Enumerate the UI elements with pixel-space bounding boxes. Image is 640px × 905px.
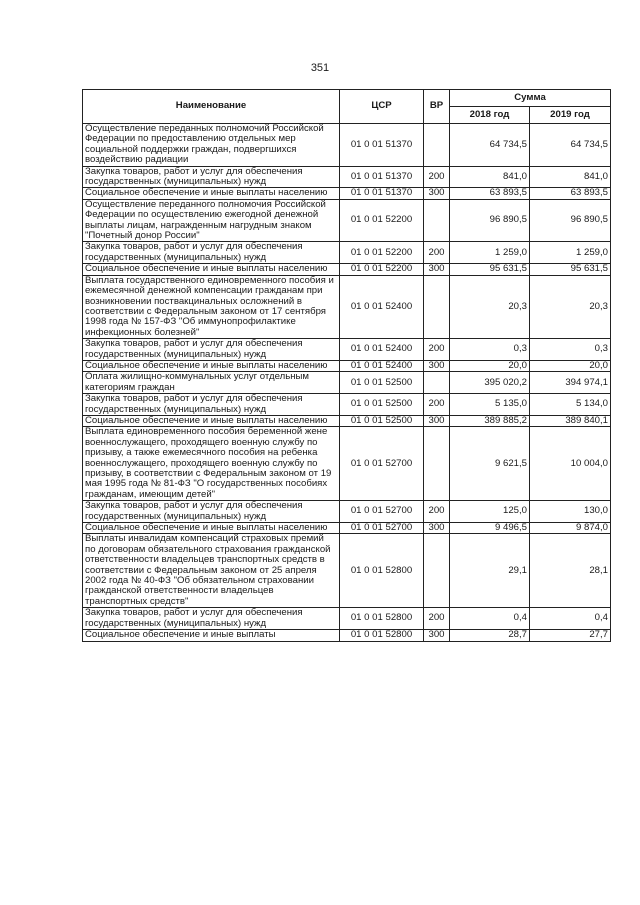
- table-row: [83, 394, 611, 416]
- row-name-cell: Выплата единовременного пособия беременной жене военнослужащего, проходящего военную службу по призыву, а также ежемесячного пособия на ребенка военнослужащего, проходящего военную службу по призыву, в соответствии с Федеральным законом от 19 мая 1995 года № 81-ФЗ "О государственных пособиях гражданам, имеющим детей": [83, 427, 340, 501]
- row-name-cell: Социальное обеспечение и иные выплаты населению: [83, 188, 340, 199]
- row-vr-cell: [424, 124, 450, 167]
- row-csr-cell: 01 0 01 52400: [340, 275, 424, 338]
- row-sum-2019-cell: 0,4: [530, 608, 611, 630]
- row-sum-2019-cell: 389 840,1: [530, 415, 611, 426]
- page-number: 351: [310, 62, 330, 74]
- row-sum-2018-cell: 9 496,5: [450, 523, 530, 534]
- table-row: [83, 199, 611, 242]
- row-vr-cell: 200: [424, 501, 450, 523]
- row-name-cell: Закупка товаров, работ и услуг для обеспечения государственных (муниципальных) нужд: [83, 339, 340, 361]
- column-header-2018: 2018 год: [450, 107, 530, 124]
- row-vr-cell: [424, 372, 450, 394]
- row-sum-2018-cell: 0,3: [450, 339, 530, 361]
- row-name-cell: Закупка товаров, работ и услуг для обеспечения государственных (муниципальных) нужд: [83, 394, 340, 416]
- row-vr-cell: 300: [424, 523, 450, 534]
- table-header: [83, 90, 611, 124]
- table-row: [83, 534, 611, 608]
- row-sum-2019-cell: 130,0: [530, 501, 611, 523]
- table-row: [83, 275, 611, 338]
- row-csr-cell: 01 0 01 52400: [340, 360, 424, 371]
- row-sum-2018-cell: 5 135,0: [450, 394, 530, 416]
- row-sum-2019-cell: 63 893,5: [530, 188, 611, 199]
- row-sum-2018-cell: 64 734,5: [450, 124, 530, 167]
- table-row: [83, 188, 611, 199]
- row-sum-2019-cell: 64 734,5: [530, 124, 611, 167]
- column-header-csr: ЦСР: [340, 90, 424, 124]
- table-row: [83, 523, 611, 534]
- row-name-cell: Социальное обеспечение и иные выплаты населению: [83, 523, 340, 534]
- row-name-cell: Закупка товаров, работ и услуг для обеспечения государственных (муниципальных) нужд: [83, 608, 340, 630]
- table-row: [83, 264, 611, 275]
- table-row: [83, 630, 611, 641]
- row-csr-cell: 01 0 01 51370: [340, 188, 424, 199]
- table-row: [83, 372, 611, 394]
- row-csr-cell: 01 0 01 52800: [340, 534, 424, 608]
- row-sum-2018-cell: 389 885,2: [450, 415, 530, 426]
- row-name-cell: Социальное обеспечение и иные выплаты населению: [83, 360, 340, 371]
- row-sum-2018-cell: 29,1: [450, 534, 530, 608]
- row-csr-cell: 01 0 01 52800: [340, 630, 424, 641]
- row-sum-2019-cell: 27,7: [530, 630, 611, 641]
- row-sum-2018-cell: 1 259,0: [450, 242, 530, 264]
- row-sum-2019-cell: 20,3: [530, 275, 611, 338]
- row-sum-2019-cell: 841,0: [530, 166, 611, 188]
- row-vr-cell: [424, 275, 450, 338]
- row-sum-2019-cell: 1 259,0: [530, 242, 611, 264]
- row-name-cell: Осуществление переданного полномочия Российской Федерации по осуществлению ежегодной денежной выплаты лицам, награжденным нагрудным знаком "Почетный донор России": [83, 199, 340, 242]
- row-csr-cell: 01 0 01 52800: [340, 608, 424, 630]
- row-name-cell: Закупка товаров, работ и услуг для обеспечения государственных (муниципальных) нужд: [83, 242, 340, 264]
- row-csr-cell: 01 0 01 52400: [340, 339, 424, 361]
- row-sum-2019-cell: 20,0: [530, 360, 611, 371]
- row-sum-2018-cell: 0,4: [450, 608, 530, 630]
- row-sum-2018-cell: 20,3: [450, 275, 530, 338]
- row-vr-cell: 300: [424, 630, 450, 641]
- row-sum-2019-cell: 28,1: [530, 534, 611, 608]
- row-sum-2018-cell: 63 893,5: [450, 188, 530, 199]
- row-vr-cell: 300: [424, 188, 450, 199]
- row-name-cell: Социальное обеспечение и иные выплаты населению: [83, 415, 340, 426]
- row-sum-2018-cell: 20,0: [450, 360, 530, 371]
- row-sum-2018-cell: 395 020,2: [450, 372, 530, 394]
- table-row: [83, 360, 611, 371]
- row-vr-cell: 200: [424, 608, 450, 630]
- row-sum-2019-cell: 10 004,0: [530, 427, 611, 501]
- table-row: [83, 124, 611, 167]
- column-header-2019: 2019 год: [530, 107, 611, 124]
- row-csr-cell: 01 0 01 52700: [340, 501, 424, 523]
- row-vr-cell: [424, 199, 450, 242]
- row-name-cell: Социальное обеспечение и иные выплаты населению: [83, 264, 340, 275]
- row-vr-cell: [424, 427, 450, 501]
- row-csr-cell: 01 0 01 52200: [340, 199, 424, 242]
- row-csr-cell: 01 0 01 52700: [340, 427, 424, 501]
- row-sum-2019-cell: 9 874,0: [530, 523, 611, 534]
- row-csr-cell: 01 0 01 52500: [340, 394, 424, 416]
- row-sum-2018-cell: 96 890,5: [450, 199, 530, 242]
- row-name-cell: Выплата государственного единовременного пособия и ежемесячной денежной компенсации гражданам при возникновении поствакцинальных осложнений в соответствии с Федеральным законом от 17 сентября 1998 года № 157-ФЗ "Об иммунопрофилактике инфекционных болезней": [83, 275, 340, 338]
- row-sum-2019-cell: 96 890,5: [530, 199, 611, 242]
- row-csr-cell: 01 0 01 52200: [340, 264, 424, 275]
- row-vr-cell: 300: [424, 264, 450, 275]
- table-row: [83, 608, 611, 630]
- table-row: [83, 501, 611, 523]
- row-csr-cell: 01 0 01 51370: [340, 124, 424, 167]
- row-name-cell: Социальное обеспечение и иные выплаты: [83, 630, 340, 641]
- column-header-name: Наименование: [83, 90, 340, 124]
- row-vr-cell: 200: [424, 242, 450, 264]
- row-csr-cell: 01 0 01 51370: [340, 166, 424, 188]
- table-row: [83, 415, 611, 426]
- budget-table: [82, 89, 611, 642]
- row-csr-cell: 01 0 01 52200: [340, 242, 424, 264]
- row-sum-2018-cell: 28,7: [450, 630, 530, 641]
- column-header-sum: Сумма: [450, 90, 611, 107]
- row-name-cell: Закупка товаров, работ и услуг для обеспечения государственных (муниципальных) нужд: [83, 166, 340, 188]
- row-vr-cell: 200: [424, 166, 450, 188]
- row-csr-cell: 01 0 01 52500: [340, 372, 424, 394]
- table-body: [83, 124, 611, 642]
- row-sum-2019-cell: 95 631,5: [530, 264, 611, 275]
- column-header-vr: ВР: [424, 90, 450, 124]
- row-vr-cell: 300: [424, 360, 450, 371]
- row-name-cell: Закупка товаров, работ и услуг для обеспечения государственных (муниципальных) нужд: [83, 501, 340, 523]
- row-csr-cell: 01 0 01 52500: [340, 415, 424, 426]
- row-sum-2018-cell: 95 631,5: [450, 264, 530, 275]
- row-name-cell: Выплаты инвалидам компенсаций страховых премий по договорам обязательного страхования гражданской ответственности владельцев транспортных средств в соответствии с Федеральным законом от 25 апреля 2002 года № 40-ФЗ "Об обязательном страховании гражданской ответственности владельцев транспортных средств": [83, 534, 340, 608]
- row-vr-cell: 200: [424, 339, 450, 361]
- row-vr-cell: 300: [424, 415, 450, 426]
- row-name-cell: Оплата жилищно-коммунальных услуг отдельным категориям граждан: [83, 372, 340, 394]
- row-sum-2019-cell: 394 974,1: [530, 372, 611, 394]
- table-row: [83, 339, 611, 361]
- row-name-cell: Осуществление переданных полномочий Российской Федерации по предоставлению отдельных мер социальной поддержки граждан, подвергшихся воздействию радиации: [83, 124, 340, 167]
- table-row: [83, 427, 611, 501]
- row-sum-2019-cell: 0,3: [530, 339, 611, 361]
- table-row: [83, 166, 611, 188]
- row-sum-2018-cell: 841,0: [450, 166, 530, 188]
- table-row: [83, 242, 611, 264]
- row-vr-cell: 200: [424, 394, 450, 416]
- row-csr-cell: 01 0 01 52700: [340, 523, 424, 534]
- row-sum-2018-cell: 125,0: [450, 501, 530, 523]
- row-sum-2018-cell: 9 621,5: [450, 427, 530, 501]
- row-vr-cell: [424, 534, 450, 608]
- row-sum-2019-cell: 5 134,0: [530, 394, 611, 416]
